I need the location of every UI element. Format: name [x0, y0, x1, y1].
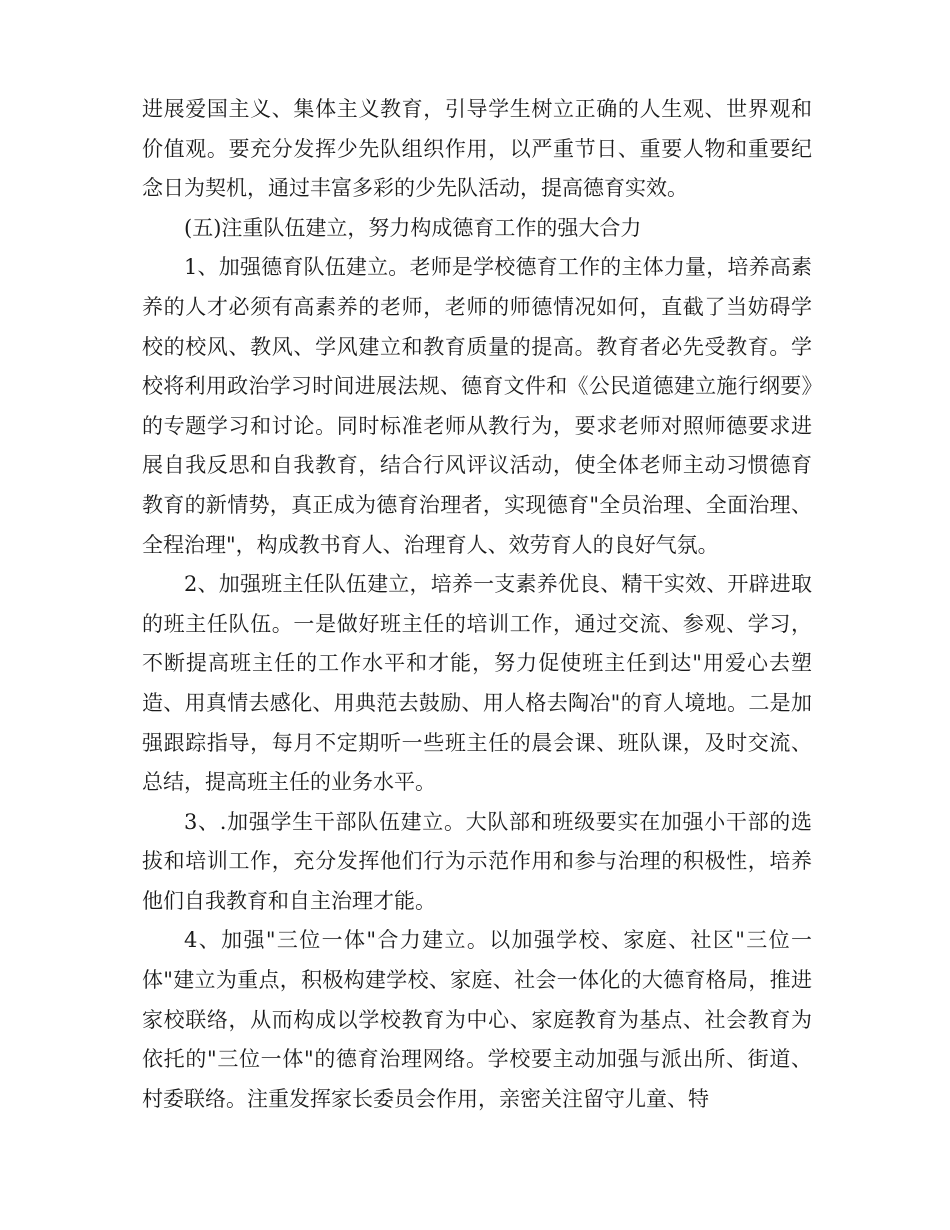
paragraph-moral-education-team: 1、加强德育队伍建立。老师是学校德育工作的主体力量，培养高素养的人才必须有高素养的老师，老师的师德情况如何，直截了当妨碍学校的校风、教风、学风建立和教育质量的提高。教育者必先受教育。学校将利用政治学习时间进展法规、德育文件和《公民道德建立施行纲要》的专题学习和讨论。同时标准老师从教行为，要求老师对照师德要求进展自我反思和自我教育，结合行风评议活动，使全体老师主动习惯德育教育的新情势，真正成为德育治理者，实现德育"全员治理、全面治理、全程治理"，构成教书育人、治理育人、效劳育人的良好气氛。: [142, 255, 812, 557]
paragraph-student-cadre-team: 3、.加强学生干部队伍建立。大队部和班级要实在加强小干部的选拔和培训工作，充分发挥他们行为示范作用和参与治理的积极性，培养他们自我教育和自主治理才能。: [142, 809, 812, 913]
document-body: [142, 90, 812, 1119]
section-heading-team-building: (五)注重队伍建立，努力构成德育工作的强大合力: [184, 215, 642, 240]
paragraph-class-teacher-team: 2、加强班主任队伍建立，培养一支素养优良、精干实效、开辟进取的班主任队伍。一是做好班主任的培训工作，通过交流、参观、学习，不断提高班主任的工作水平和才能，努力促使班主任到达"用爱心去塑造、用真情去感化、用典范去鼓励、用人格去陶冶"的育人境地。二是加强跟踪指导，每月不定期听一些班主任的晨会课、班队课，及时交流、总结，提高班主任的业务水平。: [142, 572, 812, 795]
paragraph-patriotism-education: 进展爱国主义、集体主义教育，引导学生树立正确的人生观、世界观和价值观。要充分发挥少先队组织作用，以严重节日、重要人物和重要纪念日为契机，通过丰富多彩的少先队活动，提高德育实效。: [142, 97, 812, 201]
paragraph-three-in-one: 4、加强"三位一体"合力建立。以加强学校、家庭、社区"三位一体"建立为重点，积极构建学校、家庭、社会一体化的大德育格局，推进家校联络，从而构成以学校教育为中心、家庭教育为基点、社会教育为依托的"三位一体"的德育治理网络。学校要主动加强与派出所、街道、村委联络。注重发挥家长委员会作用，亲密关注留守儿童、特: [142, 928, 812, 1111]
